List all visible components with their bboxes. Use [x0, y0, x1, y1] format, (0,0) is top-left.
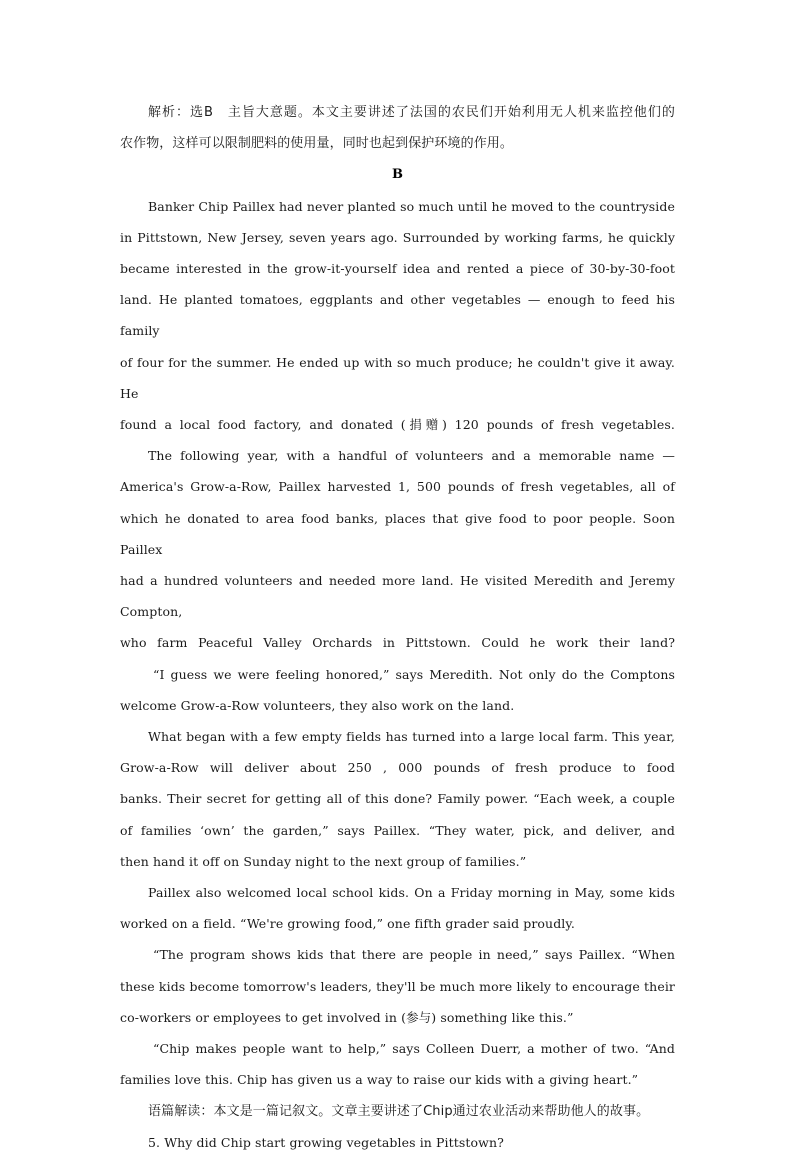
text-line: of families ‘own’ the garden,” says Paillex. “They water, pick, and deliver, and	[120, 822, 675, 838]
text-line: who farm Peaceful Valley Orchards in Pittstown. Could he work their land?	[120, 635, 675, 651]
text-line: “Chip makes people want to help,” says Colleen Duerr, a mother of two. “And	[153, 1041, 675, 1057]
question-text: 5. Why did Chip start growing vegetables in Pittstown?	[148, 1134, 504, 1150]
text-line: “The program shows kids that there are people in need,” says Paillex. “When	[153, 947, 675, 963]
text-line: became interested in the grow-it-yourself idea and rented a piece of 30-by-30-foot	[120, 261, 675, 277]
text-line: in Pittstown, New Jersey, seven years ago. Surrounded by working farms, he quickly	[120, 229, 675, 245]
paragraph	[120, 877, 675, 939]
text-line: these kids become tomorrow's leaders, they'll be much more likely to encourage their	[120, 978, 675, 994]
analysis-line: 农作物，这样可以限制肥料的使用量，同时也起到保护环境的作用。	[120, 136, 514, 152]
paragraph	[120, 721, 675, 877]
text-line: welcome Grow-a-Row volunteers, they also work on the land.	[120, 697, 515, 713]
document-page	[120, 97, 675, 1158]
paragraph	[120, 440, 675, 658]
text-line: had a hundred volunteers and needed more land. He visited Meredith and Jeremy Compton,	[120, 573, 675, 620]
text-line: families love this. Chip has given us a way to raise our kids with a giving heart.”	[120, 1072, 639, 1088]
paragraph	[120, 659, 675, 721]
paragraph	[120, 939, 675, 1033]
paragraph	[120, 1033, 675, 1095]
text-line: found a local food factory, and donated (捐赠) 120 pounds of fresh vegetables.	[120, 417, 675, 433]
text-line: The following year, with a handful of volunteers and a memorable name —	[148, 448, 675, 464]
commentary-text: 语篇解读：本文是一篇记叙文。文章主要讲述了Chip通过农业活动来帮助他人的故事。	[148, 1103, 650, 1119]
text-line: What began with a few empty fields has turned into a large local farm. This year,	[148, 729, 675, 745]
text-line: land. He planted tomatoes, eggplants and other vegetables — enough to feed his family	[120, 292, 675, 339]
text-line: worked on a field. “We're growing food,” one fifth grader said proudly.	[120, 916, 575, 932]
text-line: “I guess we were feeling honored,” says Meredith. Not only do the Comptons	[153, 666, 675, 682]
text-line: which he donated to area food banks, places that give food to poor people. Soon Paillex	[120, 510, 675, 557]
text-line: Banker Chip Paillex had never planted so much until he moved to the countryside	[148, 198, 675, 214]
text-line: banks. Their secret for getting all of this done? Family power. “Each week, a couple	[120, 791, 675, 807]
text-line: then hand it off on Sunday night to the next group of families.”	[120, 853, 527, 869]
text-line: co-workers or employees to get involved in (参与) something like this.”	[120, 1009, 574, 1025]
analysis-line: 解析：选B 主旨大意题。本文主要讲述了法国的农民们开始利用无人机来监控他们的	[148, 105, 675, 120]
paragraph	[120, 191, 675, 441]
text-line: of four for the summer. He ended up with so much produce; he couldn't give it away. He	[120, 354, 675, 401]
text-line: Paillex also welcomed local school kids. On a Friday morning in May, some kids	[148, 885, 675, 901]
text-line: Grow-a-Row will deliver about 250 , 000 pounds of fresh produce to food	[120, 760, 675, 776]
section-heading: B	[392, 167, 403, 183]
text-line: America's Grow-a-Row, Paillex harvested 1, 500 pounds of fresh vegetables, all of	[120, 479, 675, 495]
